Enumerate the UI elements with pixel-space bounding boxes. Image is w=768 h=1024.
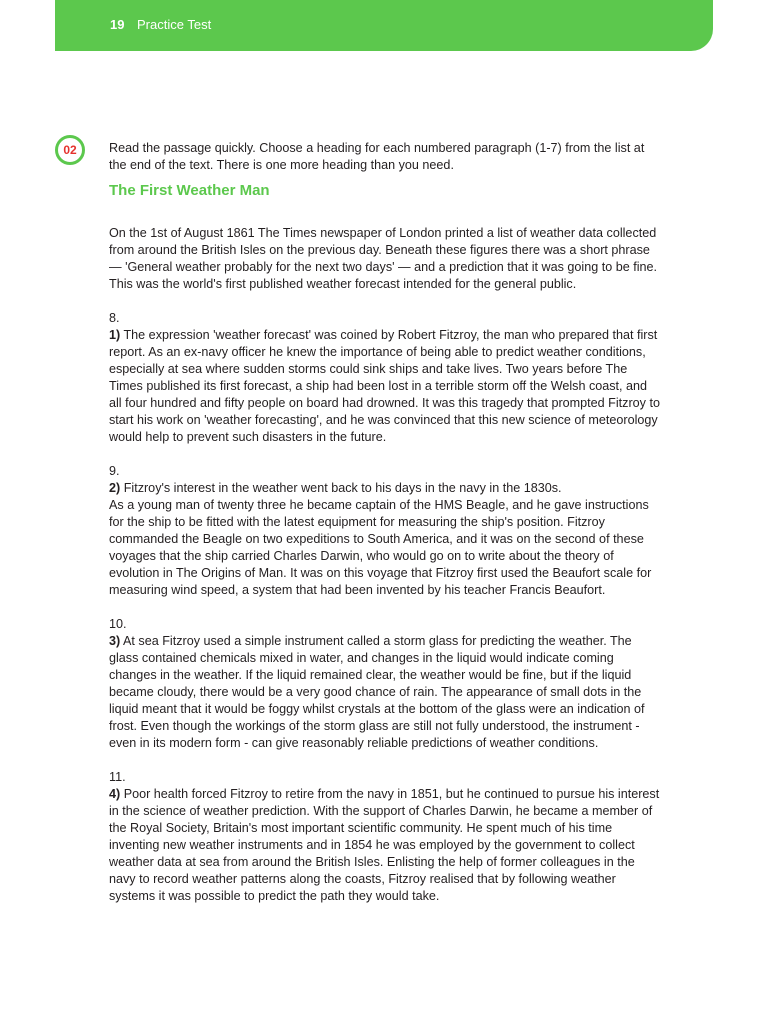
exercise-number-badge: 02 <box>55 135 85 165</box>
numbered-paragraph-2 <box>109 463 661 599</box>
page-number: 19 <box>110 17 125 32</box>
exercise-instructions: Read the passage quickly. Choose a heading for each numbered paragraph (1-7) from the list at the end of the text. There is one more heading than you need. <box>109 141 645 172</box>
section-title: Practice Test <box>137 17 212 32</box>
paragraph-body <box>109 633 661 752</box>
numbered-paragraph-3 <box>109 616 661 752</box>
paragraph-body <box>109 480 661 497</box>
answer-blank-label: 8. <box>109 311 120 325</box>
page-content <box>109 140 661 922</box>
header-band <box>55 0 713 51</box>
answer-blank-label: 10. <box>109 617 127 631</box>
paragraph-text: At sea Fitzroy used a simple instrument called a storm glass for predicting the weather. The glass contained chemicals mixed in water, and changes in the liquid would indicate coming changes in the weather. If the liquid remained clear, the weather would be fine, but if the liquid became cloudy, there would be a very good chance of rain. The appearance of small dots in the liquid meant that it would be foggy whilst crystals at the bottom of the glass were an indication of frost. Even though the workings of the storm glass are still not fully understood, the instrument - even in its modern form - can give reasonably reliable predictions of weather conditions. <box>109 634 645 750</box>
paragraph-number: 1) <box>109 328 121 342</box>
paragraph-body <box>109 786 661 905</box>
paragraph-number: 4) <box>109 787 121 801</box>
paragraph-text: Fitzroy's interest in the weather went back to his days in the navy in the 1830s. <box>123 481 562 495</box>
numbered-paragraph-4 <box>109 769 661 905</box>
paragraph-number: 3) <box>109 634 121 648</box>
passage-title: The First Weather Man <box>109 182 270 199</box>
numbered-paragraph-1 <box>109 310 661 446</box>
answer-blank-label: 9. <box>109 464 120 478</box>
paragraph-text: The expression 'weather forecast' was coined by Robert Fitzroy, the man who prepared that first report. As an ex-navy officer he knew the importance of being able to predict weather conditions, especially at sea where sudden storms could sink ships and take lives. Two years before The Times published its first forecast, a ship had been lost in a terrible storm off the Welsh coast, and all four hundred and fifty people on board had drowned. It was this tragedy that prompted Fitzroy to start his work on 'weather forecasting', and he was convinced that this new science of meteorology would help to prevent such disasters in the future. <box>109 328 660 444</box>
paragraph-text: Poor health forced Fitzroy to retire from the navy in 1851, but he continued to pursue his interest in the science of weather prediction. With the support of Charles Darwin, he became a member of the Royal Society, Britain's most important scientific community. He spent much of his time inventing new weather instruments and in 1854 he was employed by the government to collect weather data at sea from around the British Isles. Enlisting the help of former colleagues in the navy to record weather patterns along the coasts, Fitzroy realised that by following weather systems it was possible to predict the path they would take. <box>109 787 660 903</box>
answer-blank-label: 11. <box>109 770 126 784</box>
paragraph-number: 2) <box>109 481 121 495</box>
paragraph-body <box>109 327 661 446</box>
intro-paragraph: On the 1st of August 1861 The Times newspaper of London printed a list of weather data collected from around the British Isles on the previous day. Beneath these figures there was a short phrase — 'General weather probably for the next two days' — and a prediction that it was going to be fine. This was the world's first published weather forecast intended for the general public. <box>109 226 658 291</box>
paragraph-text-continued: As a young man of twenty three he became captain of the HMS Beagle, and he gave instructions for the ship to be fitted with the latest equipment for measuring the ship's position. Fitzroy commanded the Beagle on two expeditions to South America, and it was on the second of these voyages that the ship carried Charles Darwin, who would go on to write about the theory of evolution in The Origins of Man. It was on this voyage that Fitzroy first used the Beaufort scale for measuring wind speed, a system that had been invented by his teacher Francis Beaufort. <box>109 498 652 597</box>
